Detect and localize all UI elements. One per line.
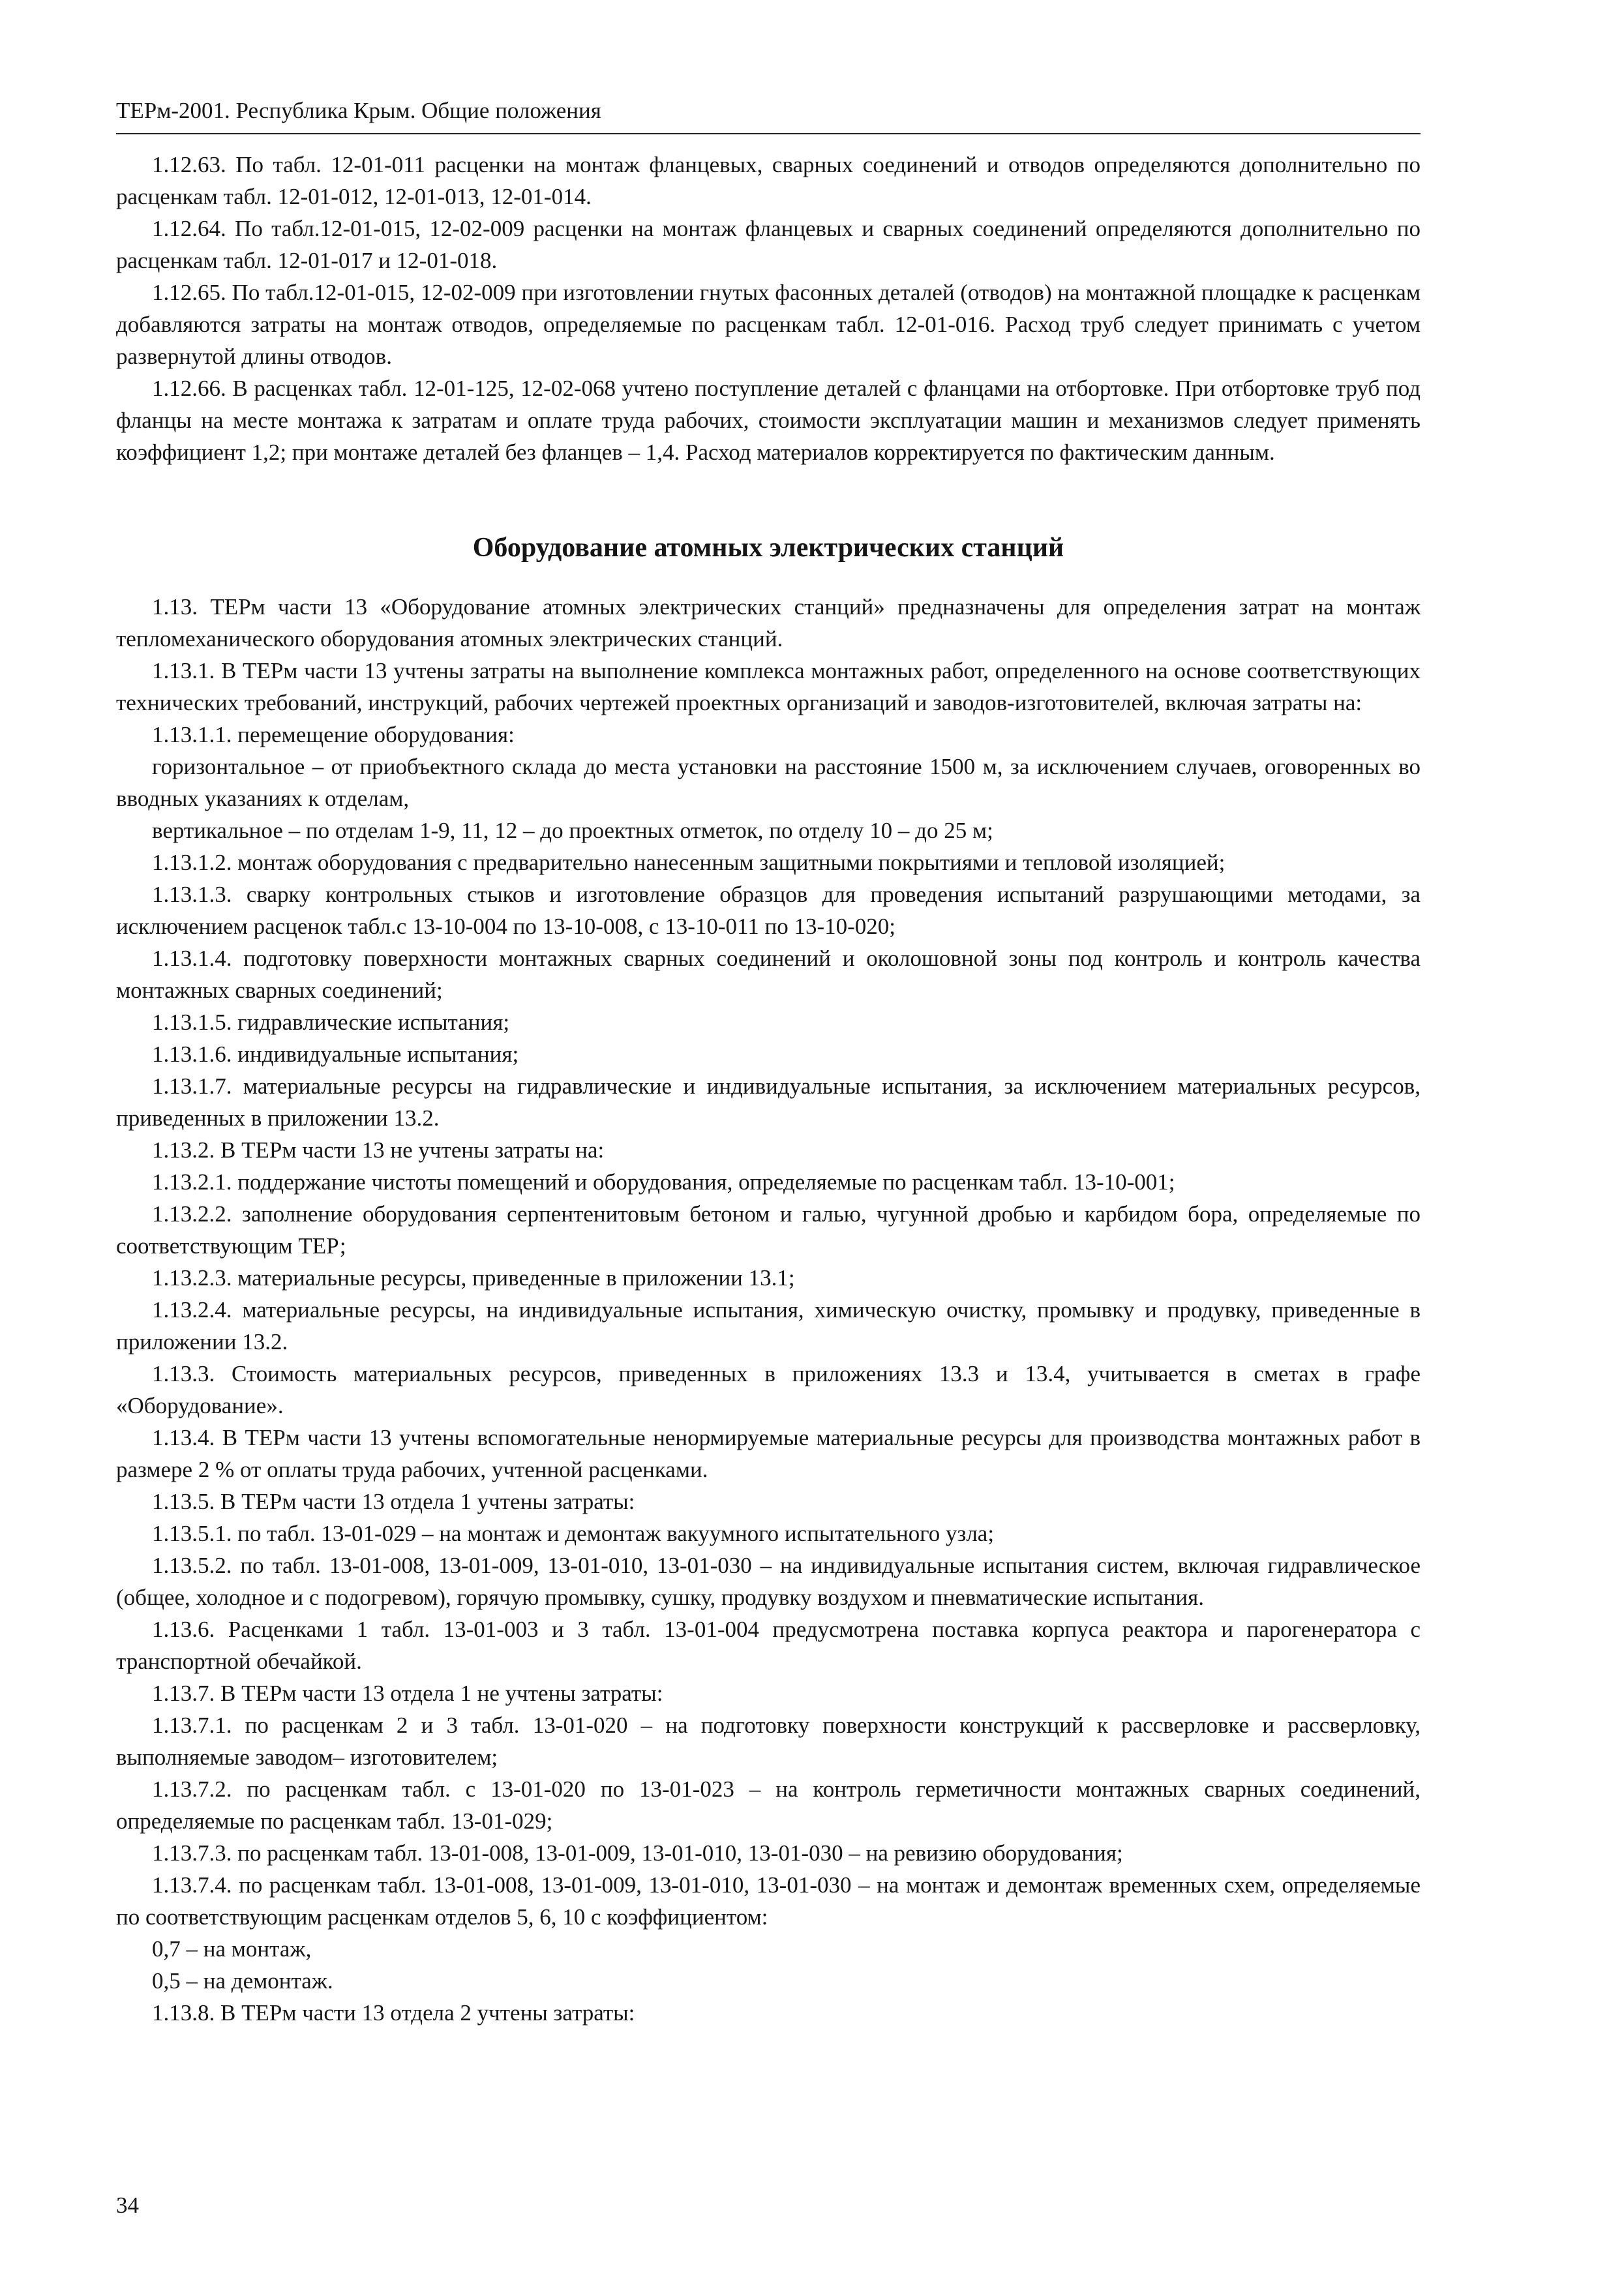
paragraphs-before-section bbox=[116, 149, 1421, 468]
paragraph: 1.13.1.6. индивидуальные испытания; bbox=[152, 1041, 519, 1067]
paragraph: 1.13.2.1. поддержание чистоты помещений и оборудования, определяемые по расценкам табл. 13-10-001; bbox=[152, 1169, 1175, 1195]
paragraph: горизонтальное – от приобъектного склада до места установки на расстояние 1500 м, за исключением случаев, оговоренных во вводных указаниях к отделам, bbox=[116, 754, 1421, 811]
paragraph-1-12-65: 1.12.65. По табл.12-01-015, 12-02-009 при изготовлении гнутых фасонных деталей (отводов) на монтажной площадке к расценкам добавляются затраты на монтаж отводов, определяемые по расценкам табл. 12-01-016. Расход труб следует принимать с учетом развернутой длины отводов. bbox=[116, 280, 1421, 369]
paragraph: 1.13.7.1. по расценкам 2 и 3 табл. 13-01-020 – на подготовку поверхности конструкций к рассверловке и рассверловку, выполняемые заводом– изготовителем; bbox=[116, 1713, 1421, 1770]
paragraph: 1.13.7.4. по расценкам табл. 13-01-008, 13-01-009, 13-01-010, 13-01-030 – на монтаж и демонтаж временных схем, определяемые по соответствующим расценкам отделов 5, 6, 10 с коэффициентом: bbox=[116, 1872, 1421, 1930]
paragraph: 1.13.1.5. гидравлические испытания; bbox=[152, 1010, 510, 1035]
paragraph: 1.13.7.2. по расценкам табл. с 13-01-020 по 13-01-023 – на контроль герметичности монтажных сварных соединений, определяемые по расценкам табл. 13-01-029; bbox=[116, 1776, 1421, 1834]
paragraph: 1.13.8. В ТЕРм части 13 отдела 2 учтены затраты: bbox=[152, 2000, 635, 2026]
paragraph: 1.13.5.2. по табл. 13-01-008, 13-01-009, 13-01-010, 13-01-030 – на индивидуальные испытания систем, включая гидравлическое (общее, холодное и с подогревом), горячую промывку, сушку, продувку воздухом и пневматические испытания. bbox=[116, 1553, 1421, 1610]
paragraph: 1.13.2.2. заполнение оборудования серпентенитовым бетоном и галью, чугунной дробью и карбидом бора, определяемые по соответствующим ТЕР; bbox=[116, 1201, 1421, 1259]
paragraph: 1.13.2.3. материальные ресурсы, приведенные в приложении 13.1; bbox=[152, 1265, 795, 1291]
paragraph: 1.13.6. Расценками 1 табл. 13-01-003 и 3 табл. 13-01-004 предусмотрена поставка корпуса реактора и парогенератора с транспортной обечайкой. bbox=[116, 1617, 1421, 1674]
paragraph: 1.13.1.7. материальные ресурсы на гидравлические и индивидуальные испытания, за исключением материальных ресурсов, приведенных в приложении 13.2. bbox=[116, 1073, 1421, 1131]
page-number: 34 bbox=[116, 2192, 139, 2218]
paragraph: 1.13.5. В ТЕРм части 13 отдела 1 учтены затраты: bbox=[152, 1489, 635, 1514]
paragraph: 1.13.1. В ТЕРм части 13 учтены затраты на выполнение комплекса монтажных работ, определенного на основе соответствующих технических требований, инструкций, рабочих чертежей проектных организаций и заводов-изготовителей, включая затраты на: bbox=[116, 658, 1421, 715]
paragraph: 1.13.1.1. перемещение оборудования: bbox=[152, 722, 515, 747]
paragraph: 1.13.2.4. материальные ресурсы, на индивидуальные испытания, химическую очистку, промывку и продувку, приведенные в приложении 13.2. bbox=[116, 1297, 1421, 1354]
paragraphs-after-section bbox=[116, 591, 1421, 2029]
paragraph: 1.13.5.1. по табл. 13-01-029 – на монтаж и демонтаж вакуумного испытательного узла; bbox=[152, 1521, 995, 1546]
paragraph-1-12-63: 1.12.63. По табл. 12-01-011 расценки на монтаж фланцевых, сварных соединений и отводов определяются дополнительно по расценкам табл. 12-01-012, 12-01-013, 12-01-014. bbox=[116, 152, 1421, 209]
paragraph: 1.13.1.4. подготовку поверхности монтажных сварных соединений и околошовной зоны под контроль и контроль качества монтажных сварных соединений; bbox=[116, 946, 1421, 1003]
paragraph-1-12-66: 1.12.66. В расценках табл. 12-01-125, 12-02-068 учтено поступление деталей с фланцами на отбортовке. При отбортовке труб под фланцы на месте монтажа к затратам и оплате труда рабочих, стоимости эксплуатации машин и механизмов следует применять коэффициент 1,2; при монтаже деталей без фланцев – 1,4. Расход материалов корректируется по фактическим данным. bbox=[116, 376, 1421, 465]
header-divider bbox=[116, 133, 1421, 134]
paragraph-1-12-64: 1.12.64. По табл.12-01-015, 12-02-009 расценки на монтаж фланцевых и сварных соединений определяются дополнительно по расценкам табл. 12-01-017 и 12-01-018. bbox=[116, 216, 1421, 273]
paragraph: 1.13.1.2. монтаж оборудования с предварительно нанесенным защитными покрытиями и тепловой изоляцией; bbox=[152, 850, 1226, 875]
paragraph: 1.13.2. В ТЕРм части 13 не учтены затраты на: bbox=[152, 1137, 605, 1163]
paragraph: 1.13.7. В ТЕРм части 13 отдела 1 не учтены затраты: bbox=[152, 1681, 663, 1706]
paragraph: 1.13.1.3. сварку контрольных стыков и изготовление образцов для проведения испытаний разрушающими методами, за исключением расценок табл.с 13-10-004 по 13-10-008, с 13-10-011 по 13-10-020; bbox=[116, 882, 1421, 939]
paragraph: 0,5 – на демонтаж. bbox=[152, 1968, 333, 1994]
paragraph: 1.13. ТЕРм части 13 «Оборудование атомных электрических станций» предназначены для определения затрат на монтаж тепломеханического оборудования атомных электрических станций. bbox=[116, 594, 1421, 651]
section-heading: Оборудование атомных электрических станций bbox=[472, 533, 1064, 563]
paragraph: 1.13.3. Стоимость материальных ресурсов, приведенных в приложениях 13.3 и 13.4, учитывается в сметах в графе «Оборудование». bbox=[116, 1361, 1421, 1418]
paragraph: 1.13.4. В ТЕРм части 13 учтены вспомогательные ненормируемые материальные ресурсы для производства монтажных работ в размере 2 % от оплаты труда рабочих, учтенной расценками. bbox=[116, 1425, 1421, 1482]
paragraph: вертикальное – по отделам 1-9, 11, 12 – до проектных отметок, по отделу 10 – до 25 м; bbox=[152, 818, 993, 843]
paragraph: 0,7 – на монтаж, bbox=[152, 1936, 312, 1962]
running-header: ТЕРм-2001. Республика Крым. Общие положения bbox=[116, 98, 601, 123]
paragraph: 1.13.7.3. по расценкам табл. 13-01-008, 13-01-009, 13-01-010, 13-01-030 – на ревизию оборудования; bbox=[152, 1840, 1123, 1866]
